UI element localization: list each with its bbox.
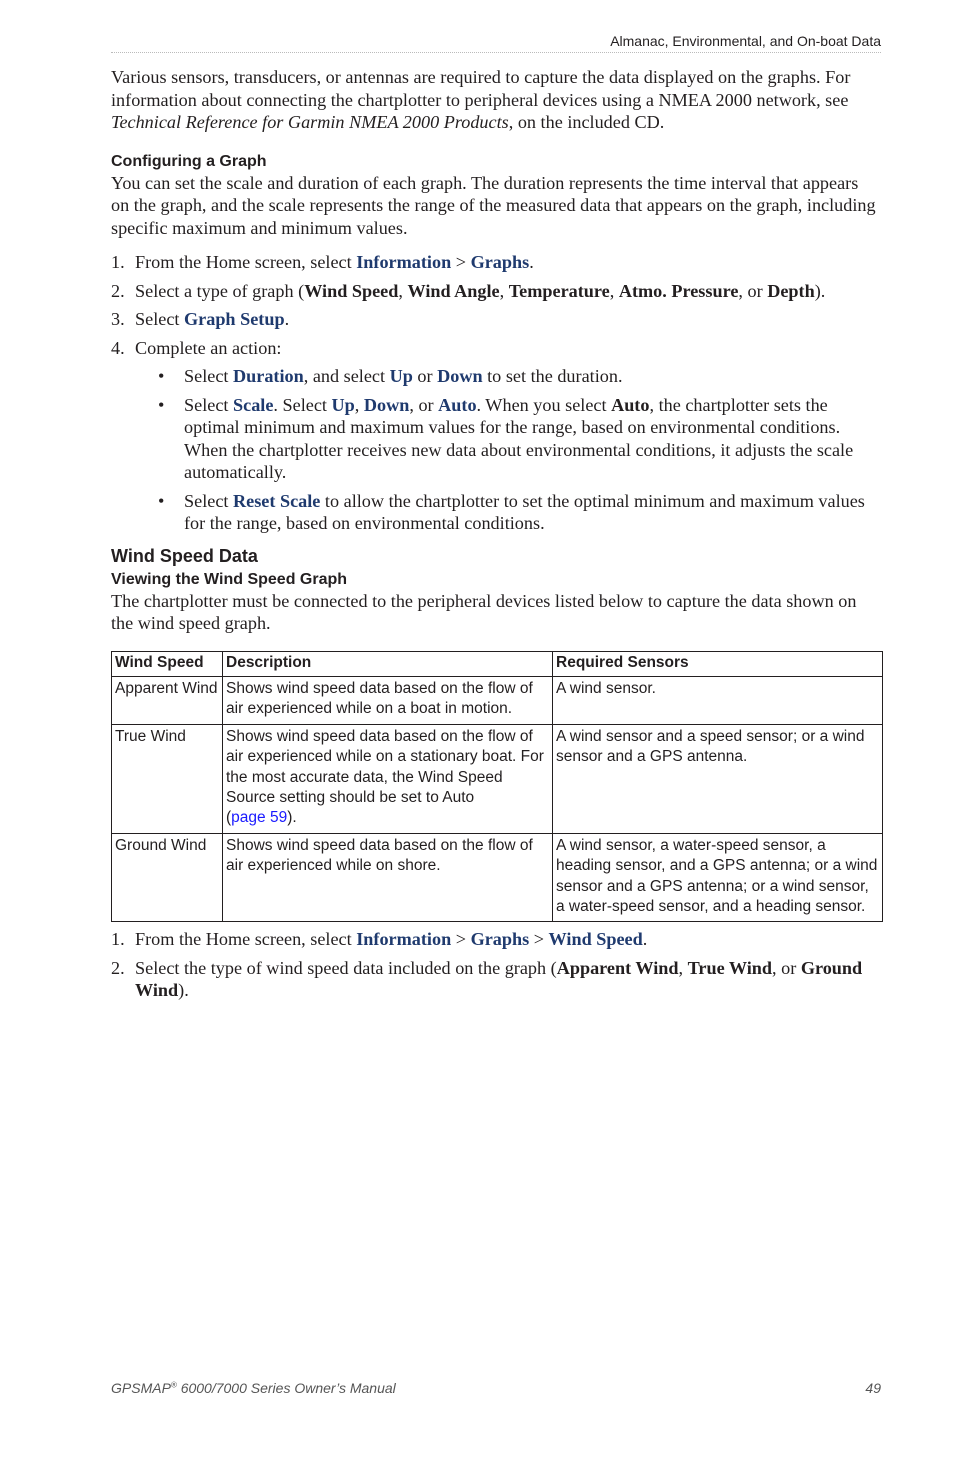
wind-steps — [111, 928, 881, 1002]
ui-information: Information — [356, 252, 452, 272]
wind-step-2 — [111, 957, 881, 1002]
separator: , — [609, 280, 619, 301]
col-header-description: Description — [223, 651, 553, 676]
cell-wind-type: Ground Wind — [112, 833, 223, 922]
ui-down: Down — [363, 394, 410, 415]
bullet-text: . Select — [273, 394, 332, 415]
bullet-scale — [135, 394, 881, 484]
registered-mark: ® — [170, 1380, 177, 1390]
reference-title: Technical Reference for Garmin NMEA 2000 Products — [111, 112, 509, 132]
step-text: Complete an action: — [135, 337, 282, 358]
ui-graphs: Graphs — [470, 929, 530, 950]
cell-sensors: A wind sensor and a speed sensor; or a wind sensor and a GPS antenna. — [553, 724, 883, 833]
cell-sensors: A wind sensor. — [553, 676, 883, 724]
table-row — [112, 833, 883, 922]
ui-duration: Duration — [233, 366, 304, 386]
ui-scale: Scale — [233, 394, 274, 415]
graph-type-wind-angle: Wind Angle — [407, 280, 500, 301]
page-number: 49 — [865, 1380, 881, 1396]
page-59-link[interactable]: page 59 — [231, 809, 288, 827]
footer-manual-title — [111, 1380, 396, 1396]
configuring-graph-heading: Configuring a Graph — [111, 152, 267, 170]
step-text: From the Home screen, select — [135, 252, 357, 272]
configure-step-1 — [111, 251, 881, 274]
bullet-text: , — [354, 394, 364, 415]
paren-close: ). — [287, 809, 297, 827]
separator: , — [499, 280, 509, 301]
intro-text-end: , on the included CD. — [508, 112, 665, 132]
bullet-text: to allow the chartplotter to set the optimal minimum and maximum values for the range, based on environmental conditions. — [184, 490, 865, 533]
bullet-duration — [135, 365, 881, 388]
configure-step-2 — [111, 280, 881, 303]
step-number: 1. — [111, 929, 125, 950]
table-row — [112, 676, 883, 724]
bullet-text: to set the duration. — [482, 366, 623, 386]
separator: , — [398, 280, 408, 301]
ui-up: Up — [389, 366, 413, 386]
bullet-text: , and select — [303, 366, 390, 386]
punctuation: ). — [814, 280, 826, 301]
table-header-row — [112, 651, 883, 676]
punctuation: . — [642, 929, 648, 950]
wind-type-true: True Wind — [687, 957, 773, 978]
bullet-icon: • — [158, 394, 165, 415]
bullet-icon: • — [158, 490, 165, 511]
bullet-text: Select — [184, 366, 233, 386]
bullet-text: Select — [184, 490, 233, 511]
step-text: From the Home screen, select — [135, 929, 357, 950]
ui-up: Up — [331, 394, 355, 415]
graph-type-depth: Depth — [767, 280, 815, 301]
paren-open: ( — [226, 809, 232, 827]
bullet-text: Select — [184, 394, 233, 415]
step-number: 1. — [111, 252, 125, 272]
step-text: Select the type of wind speed data included on the graph ( — [135, 957, 557, 978]
step-number: 2. — [111, 280, 125, 301]
step-text: Select — [135, 309, 184, 329]
graph-type-temperature: Temperature — [508, 280, 610, 301]
wind-step-1 — [111, 928, 881, 951]
header-divider — [111, 52, 881, 53]
configuring-body: You can set the scale and duration of each graph. The duration represents the time interval that appears on the graph, and the scale represents the range of the measured data that appears on the graph, including specific maximum and minimum values. — [111, 172, 876, 238]
ui-wind-speed: Wind Speed — [548, 929, 643, 950]
intro-text: Various sensors, transducers, or antennas are required to capture the data displayed on the graphs. For information about connecting the chartplotter to peripheral devices using a NMEA 2000 network, see — [111, 67, 851, 110]
table-row — [112, 724, 883, 833]
cell-wind-type: Apparent Wind — [112, 676, 223, 724]
page-content — [111, 66, 881, 1008]
col-header-wind-speed: Wind Speed — [112, 651, 223, 676]
configure-step-4 — [111, 337, 881, 535]
wind-type-apparent: Apparent Wind — [556, 957, 679, 978]
cell-description: Shows wind speed data based on the flow of air experienced while on a boat in motion. — [223, 676, 553, 724]
separator: > — [451, 252, 471, 272]
bullet-text: or — [412, 366, 438, 386]
bullet-text: . When you select — [476, 394, 612, 415]
wind-speed-table — [111, 651, 883, 923]
product-name: GPSMAP — [111, 1380, 171, 1396]
ui-down: Down — [437, 366, 483, 386]
punctuation: . — [284, 309, 290, 329]
cell-description — [223, 724, 553, 833]
action-bullets — [135, 365, 881, 535]
ui-auto: Auto — [438, 394, 477, 415]
col-header-required-sensors: Required Sensors — [553, 651, 883, 676]
separator: , — [678, 957, 688, 978]
step-number: 3. — [111, 309, 125, 329]
cell-sensors: A wind sensor, a water-speed sensor, a heading sensor, and a GPS antenna; or a wind sensor and a GPS antenna; or a wind sensor, a water-speed sensor, and a heading sensor. — [553, 833, 883, 922]
running-header: Almanac, Environmental, and On-boat Data — [610, 33, 881, 49]
cell-description: Shows wind speed data based on the flow of air experienced while on shore. — [223, 833, 553, 922]
configure-steps — [111, 251, 881, 535]
bullet-reset-scale — [135, 490, 881, 535]
punctuation: ). — [178, 980, 189, 1001]
separator: , or — [772, 957, 801, 978]
separator: , or — [738, 280, 768, 301]
ui-information: Information — [356, 929, 452, 950]
cell-wind-type: True Wind — [112, 724, 223, 833]
auto-emphasis: Auto — [611, 394, 650, 415]
separator: > — [529, 929, 549, 950]
step-number: 4. — [111, 337, 125, 358]
separator: > — [451, 929, 471, 950]
wind-body: The chartplotter must be connected to the peripheral devices listed below to capture the data shown on the wind speed graph. — [111, 590, 857, 633]
description-text: Shows wind speed data based on the flow of air experienced while on a stationary boat. For the most accurate data, the Wind Speed Source setting should be set to Auto — [226, 727, 544, 806]
bullet-icon: • — [158, 366, 165, 386]
step-number: 2. — [111, 957, 125, 978]
manual-name: 6000/7000 Series Owner’s Manual — [176, 1380, 396, 1396]
graph-type-wind-speed: Wind Speed — [304, 280, 399, 301]
step-text: Select a type of graph ( — [135, 280, 305, 301]
graph-type-atmo-pressure: Atmo. Pressure — [618, 280, 739, 301]
bullet-text: , or — [409, 394, 439, 415]
ui-graph-setup: Graph Setup — [184, 309, 285, 329]
punctuation: . — [529, 252, 534, 272]
intro-paragraph — [111, 66, 881, 134]
wind-speed-data-heading: Wind Speed Data — [111, 545, 258, 566]
configure-step-3 — [111, 308, 881, 331]
ui-reset-scale: Reset Scale — [233, 490, 321, 511]
bullet-text: , the chartplotter sets the optimal minimum and maximum values for the range, based on environmental conditions. When the chartplotter receives new data about environmental conditions, it adjusts the scale automatically. — [184, 394, 854, 482]
viewing-wind-speed-heading: Viewing the Wind Speed Graph — [111, 570, 348, 588]
wind-type-ground: Ground Wind — [135, 957, 863, 1001]
ui-graphs: Graphs — [470, 252, 530, 272]
